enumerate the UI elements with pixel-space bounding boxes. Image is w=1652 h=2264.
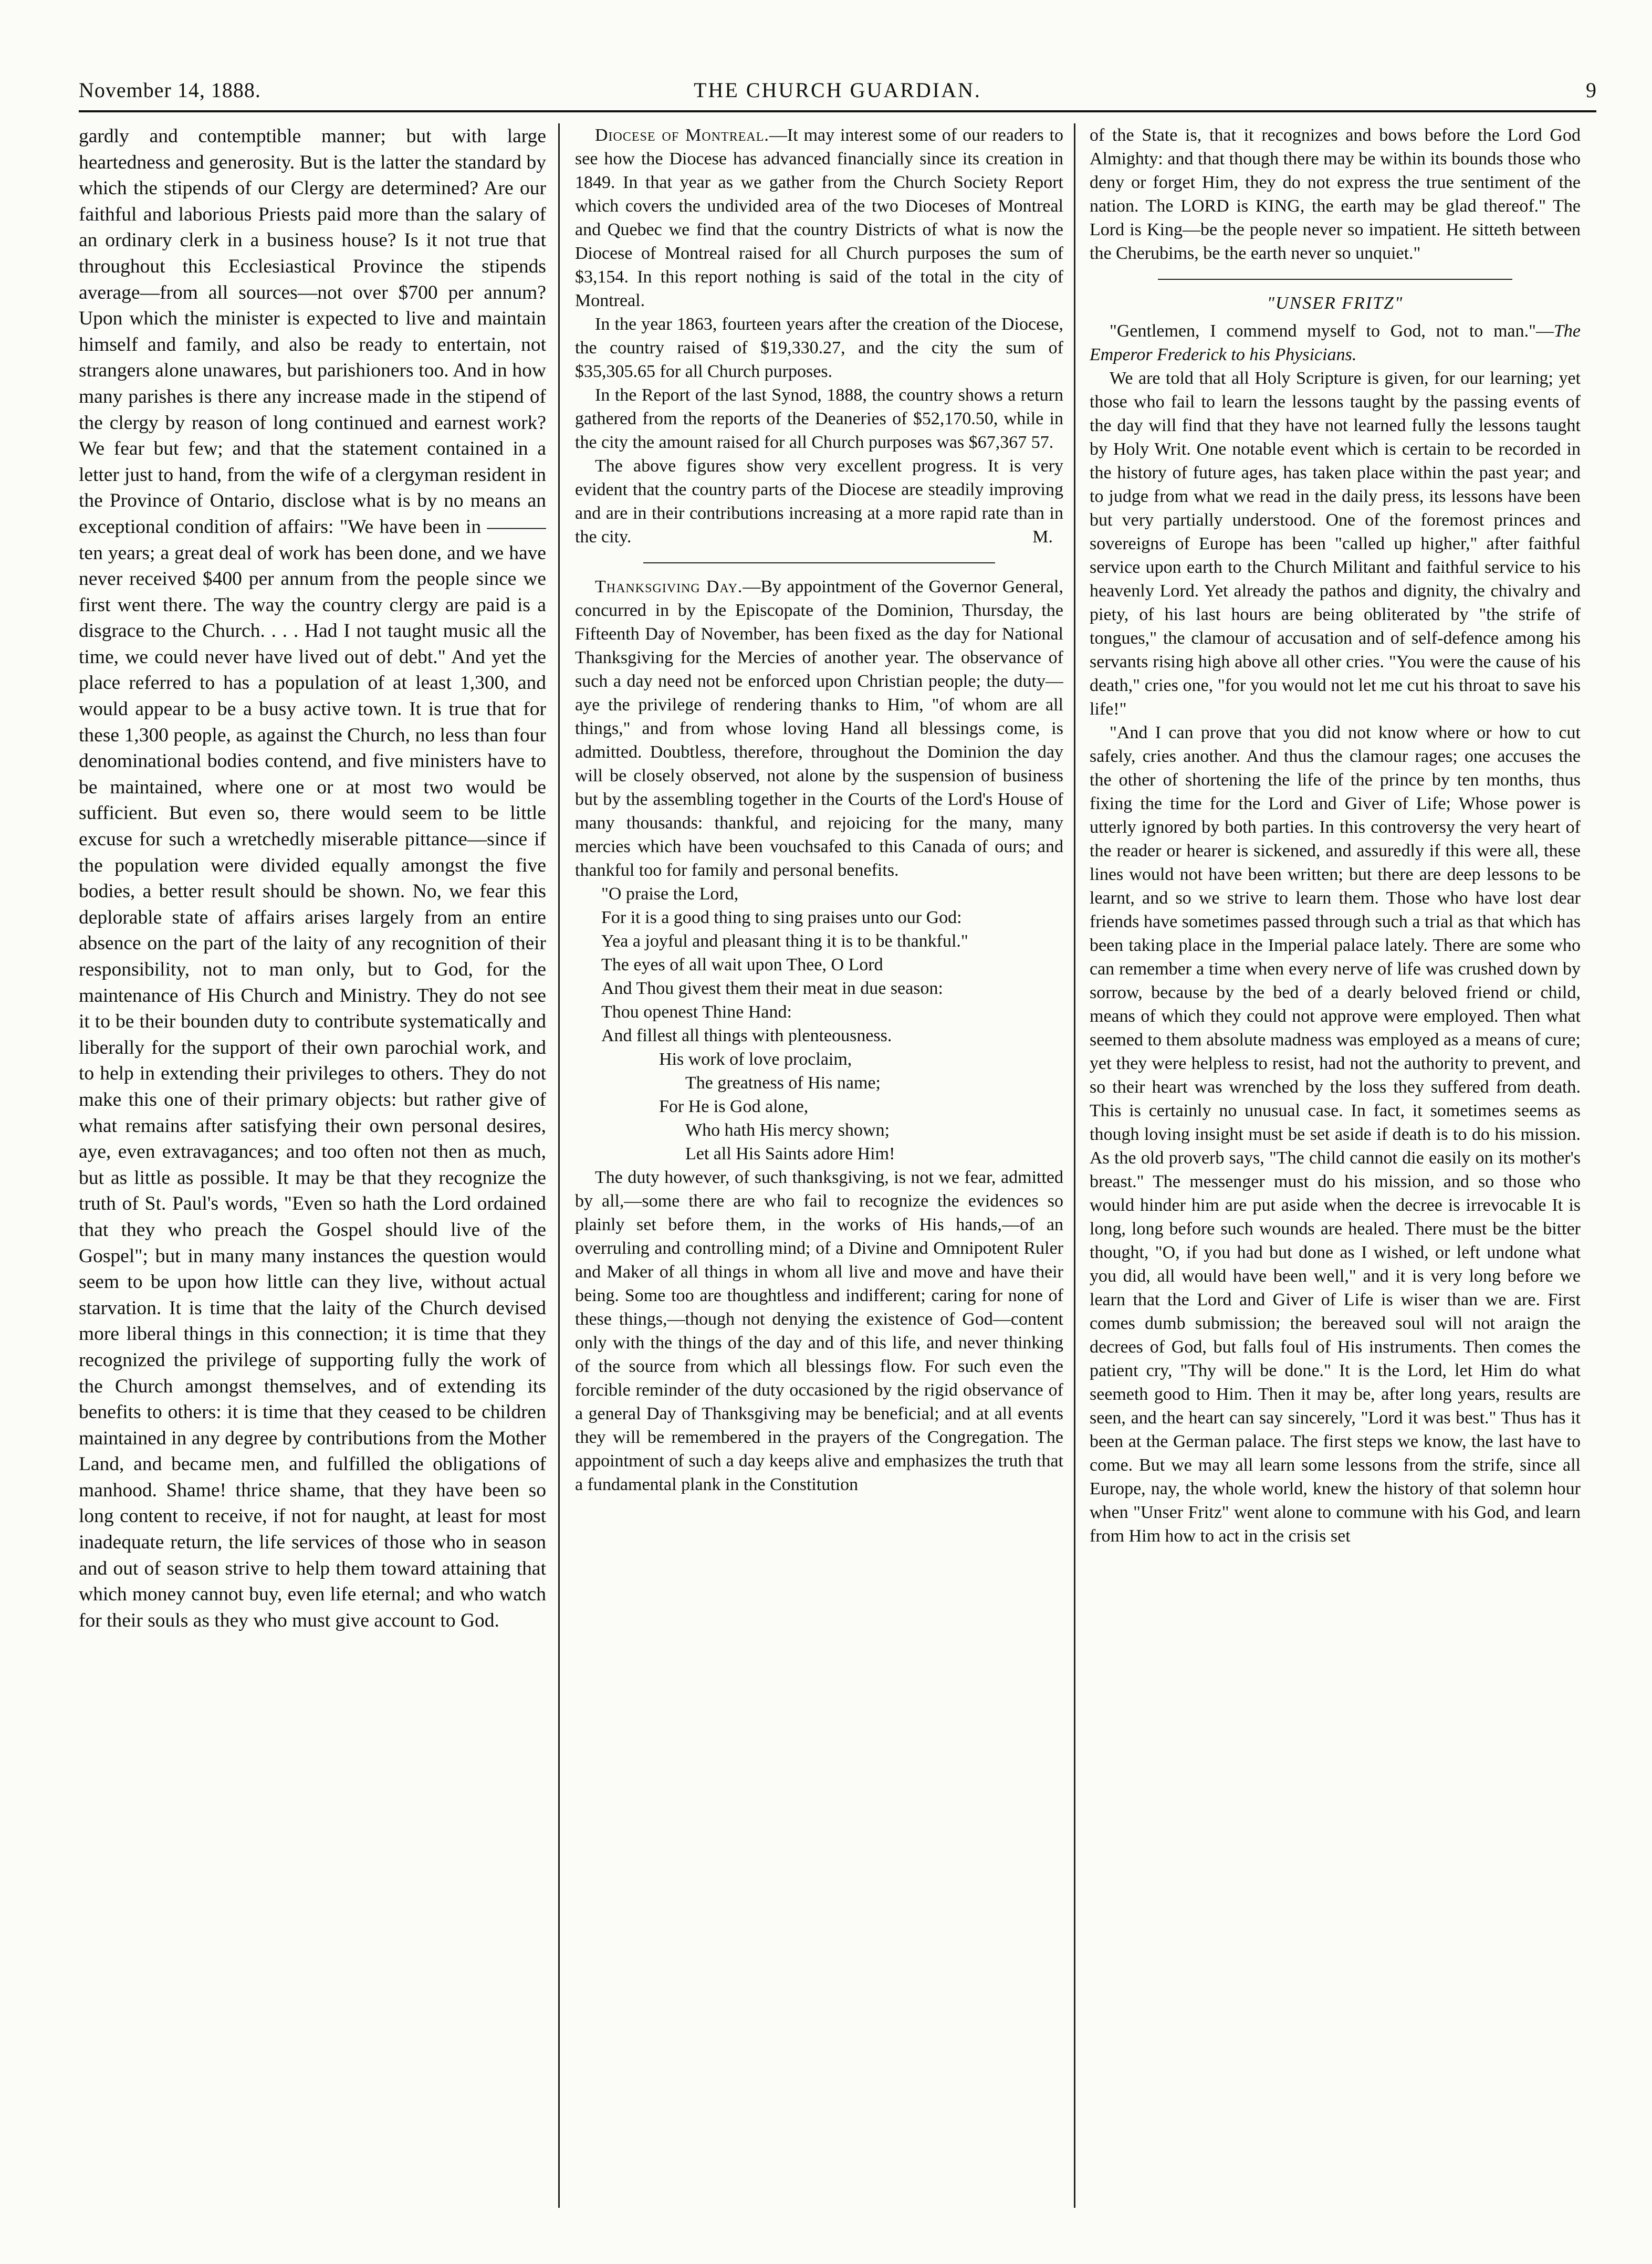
montreal-paragraph-4: The above figures show very excellent progress. It is very evident that the country parts of the Diocese are steadily improving and are in their contributions increasing at a more rapid rate than in the city.	[575, 456, 1063, 547]
column-3	[1090, 123, 1581, 2208]
page-header	[79, 78, 1596, 104]
psalm-verse	[575, 882, 1063, 1166]
column-rule-2	[1074, 123, 1075, 2208]
hymn-line: The greatness of His name;	[685, 1073, 881, 1093]
unser-fritz-paragraph-2: "And I can prove that you did not know where or how to cut safely, cries another. And thus the clamour rages; one accuses the the other of shortening the life of the prince by ten months, thus fixing the time for the Lord and Giver of Life; Whose power is utterly ignored by both parties. In this controversy the very heart of the reader or hearer is sickened, and assuredly if this were all, these lines would not have been written; but there are deep lessons to be learnt, and so we strive to learn them. Those who have lost dear friends have sometimes passed through such a trial as that which has been taking place in the Imperial palace lately. There are some who can remember a time when every nerve of life was crushed down by sorrow, because by the bed of a dearly beloved friend or child, means of which they could not approve were employed. Then what seemed to them absolute madness was employed as a means of cure; yet they were helpless to resist, had not the authority to prevent, and so their heart was wrenched by the loss they suffered from death. This is certainly no unusual case. In fact, it sometimes seems as though loving insight must be set aside if death is to do his mission. As the old proverb says, "The child cannot die easily on its mother's breast." The messenger must do his mission, and so those who would hinder him are put aside when the decree is irrevocable It is long, long before such wounds are healed. There must be the bitter thought, "O, if you had but done as I wished, or left undone what you did, all would have been well," and it is very long before we learn that the Lord and Giver of Life is wiser than we are. First comes dumb submission; the bereaved soul will not araign the decrees of God, but falls foul of His instruments. Then comes the patient cry, "Thy will be done." It is the Lord, let Him do what seemeth good to Him. Then it may be, after long years, results are seen, and the heart can say sincerely, "Lord it was best." Thus has it been at the German palace. The first steps we know, the last have to come. But we may all learn some lessons from the strife, since all Europe, nay, the whole world, knew the history of that solemn hour when "Unser Fritz" went alone to commune with his God, and learn from Him how to act in the crisis set	[1090, 723, 1581, 1546]
epigraph-attribution: The Emperor Frederick to his Physicians.	[1090, 321, 1581, 364]
montreal-heading: Diocese of Montreal.	[595, 125, 769, 145]
thanksgiving-paragraph-2: The duty however, of such thanksgiving, is not we fear, admitted by all,—some there are who fail to recognize the evidences so plainly set before them, in the works of His hands,—of an overruling and controlling mind; of a Divine and Omnipotent Ruler and Maker of all things in whom all live and move and have their being. Some too are thoughtless and indifferent; caring for none of these things,—though not denying the existence of God—content only with the things of the day and of this life, and never thinking of the source from which all blessings flow. For such even the forcible reminder of the duty occasioned by the rigid observance of a general Day of Thanksgiving may be beneficial; and at all events they will be remembered in the prayers of the Congregation. The appointment of such a day keeps alive and emphasizes the truth that a fundamental plank in the Constitution	[575, 1168, 1063, 1494]
unser-fritz-paragraph-1: We are told that all Holy Scripture is given, for our learning; yet those who fail to learn the lessons taught by the passing events of the day will find that they have not learned fully the lessons taught by Holy Writ. One notable event which is certain to be recorded in the history of future ages, has taken place within the past year; and to judge from what we read in the daily press, its lessons have been but very partially understood. One of the foremost princes and sovereigns of Europe has been "called up higher," after faithful service upon earth to the Church Militant and faithful service to his heavenly Lord. Yet already the pathos and dignity, the chivalry and piety, of his last hours are being obliterated by "the strife of tongues," the clamour of accusation and of self-defence among his servants rising high above all other cries. "You were the cause of his death," cries one, "for you would not let me cut his throat to save his life!"	[1090, 369, 1581, 719]
page-number: 9	[1586, 78, 1596, 102]
thanksgiving-paragraph-1: Thanksgiving Day.—By appointment of the Governor General, concurred in by the Episcopate of the Dominion, Thursday, the Fifteenth Day of November, has been fixed as the day for National Thanksgiving for the Mercies of another year. The observance of such a day need not be enforced upon Christian people; the duty—aye the privilege of rendering thanks to Him, "of whom are all things," and from whose loving Hand all blessings come, is admitted. Doubtless, therefore, throughout the Dominion the day will be closely observed, not alone by the suspension of business but by the assembling together in the Courts of the Lord's House of many thousands: thankful, and rejoicing for the many, many mercies which have been vouchsafed to this Canada of ours; and thankful too for family and personal benefits.	[575, 577, 1063, 880]
verse-line: "O praise the Lord,	[601, 884, 739, 904]
montreal-paragraph-3: In the Report of the last Synod, 1888, the country shows a return gathered from the reports of the Deaneries of $52,170.50, while in the city the amount raised for all Church purposes was $67,367 57.	[575, 385, 1063, 452]
epigraph: "Gentlemen, I commend myself to God, not to man."—The Emperor Frederick to his Physicians.	[1090, 321, 1581, 364]
montreal-signature: M.	[1032, 527, 1053, 547]
column-2	[575, 123, 1063, 2208]
thanksgiving-heading: Thanksgiving Day.	[595, 577, 743, 596]
montreal-paragraph-2: In the year 1863, fourteen years after the creation of the Diocese, the country raised of $19,330.27, and the city the sum of $35,305.65 for all Church purposes.	[575, 315, 1063, 381]
column-rule-1	[558, 123, 560, 2208]
article-heading-unser-fritz: "UNSER FRITZ"	[1267, 294, 1404, 313]
verse-line: And fillest all things with plenteousness.	[601, 1026, 892, 1045]
verse-line: For it is a good thing to sing praises unto our God:	[601, 908, 962, 927]
thanksgiving-continuation: of the State is, that it recognizes and bows before the Lord God Almighty: and that though there may be within its bounds those who deny or forget Him, they do not express the true sentiment of the nation. The LORD is KING, the earth may be glad thereof." The Lord is King—be the people never so impatient. He sitteth between the Cherubims, be the earth never so unquiet."	[1090, 125, 1581, 263]
hymn-line: His work of love proclaim,	[659, 1050, 852, 1069]
issue-date: November 14, 1888.	[79, 78, 261, 102]
hymn-line: Let all His Saints adore Him!	[685, 1144, 895, 1164]
montreal-paragraph-1: Diocese of Montreal.—It may interest some of our readers to see how the Diocese has advanced financially since its creation in 1849. In that year as we gather from the Church Society Report which covers the undivided area of the two Dioceses of Montreal and Quebec we find that the country Districts of what is now the Diocese of Montreal raised for all Church purposes the sum of $3,154. In this report nothing is said of the total in the city of Montreal.	[575, 125, 1063, 310]
masthead-title: THE CHURCH GUARDIAN.	[694, 78, 981, 102]
stipend-article-text: gardly and contemptible manner; but with large heartedness and generosity. But is the latter the standard by which the stipends of our Clergy are determined? Are our faithful and laborious Priests paid more than the salary of an ordinary clerk in a business house? Is it not true that throughout this Ecclesiastical Province the stipends average—from all sources—not over $700 per annum? Upon which the minister is expected to live and maintain himself and family, and also be ready to entertain, not strangers alone unawares, but parishioners too. And in how many parishes is there any increase made in the stipend of the clergy by reason of long continued and earnest work? We fear but few; and that the statement contained in a letter just to hand, from the wife of a clergyman resident in the Province of Ontario, disclose what is by no means an exceptional condition of affairs: "We have been in ——— ten years; a great deal of work has been done, and we have never received $400 per annum from the people since we first went there. The way the country clergy are paid is a disgrace to the Church. . . . Had I not taught music all the time, we could never have lived out of debt." And yet the place referred to has a population of at least 1,300, and would appear to be a busy active town. It is true that for these 1,300 people, as against the Church, no less than four denominational bodies contend, and five ministers have to be maintained, where one or at most two would be sufficient. But even so, there would seem to be little excuse for such a wretchedly miserable pittance—since if the population were divided equally amongst the five bodies, a better result should be shown. No, we fear this deplorable state of affairs arises largely from an entire absence on the part of the laity of any recognition of their responsibility, not to man only, but to God, for the maintenance of His Church and Ministry. They do not see it to be their bounden duty to contribute systematically and liberally for the support of their own parochial work, and to help in extending their privileges to others. They do not make this one of their primary objects: but rather give of what remains after satisfying their own personal desires, aye, even extravagances; and too often not then as much, but as little as possible. It may be that they recognize the truth of St. Paul's words, "Even so hath the Lord ordained that they who preach the Gospel should live of the Gospel"; but in many many instances the question would seem to be upon how little can they live, without actual starvation. It is time that the laity of the Church devised more liberal things in this connection; it is time that they recognized the privilege of supporting fully the work of the Church amongst themselves, and of extending its benefits to others: it is time that they ceased to be children maintained in any degree by contributions from the Mother Land, and became men, and fulfilled the obligations of manhood. Shame! thrice shame, that they have been so long content to receive, if not for naught, at least for most inadequate return, the life services of those who in season and out of season strive to help them toward attaining that which money cannot buy, even life eternal; and who watch for their souls as they who must give account to God.	[79, 125, 546, 1631]
verse-line: Yea a joyful and pleasant thing it is to be thankful."	[601, 931, 968, 951]
verse-line: Thou openest Thine Hand:	[601, 1002, 792, 1022]
verse-line: And Thou givest them their meat in due season:	[601, 979, 943, 998]
verse-line: The eyes of all wait upon Thee, O Lord	[601, 955, 883, 974]
hymn-line: Who hath His mercy shown;	[685, 1120, 890, 1140]
header-rule	[79, 110, 1596, 112]
column-1	[79, 123, 546, 2208]
section-divider	[643, 562, 995, 563]
hymn-line: For He is God alone,	[659, 1097, 809, 1116]
section-divider	[1158, 279, 1512, 280]
